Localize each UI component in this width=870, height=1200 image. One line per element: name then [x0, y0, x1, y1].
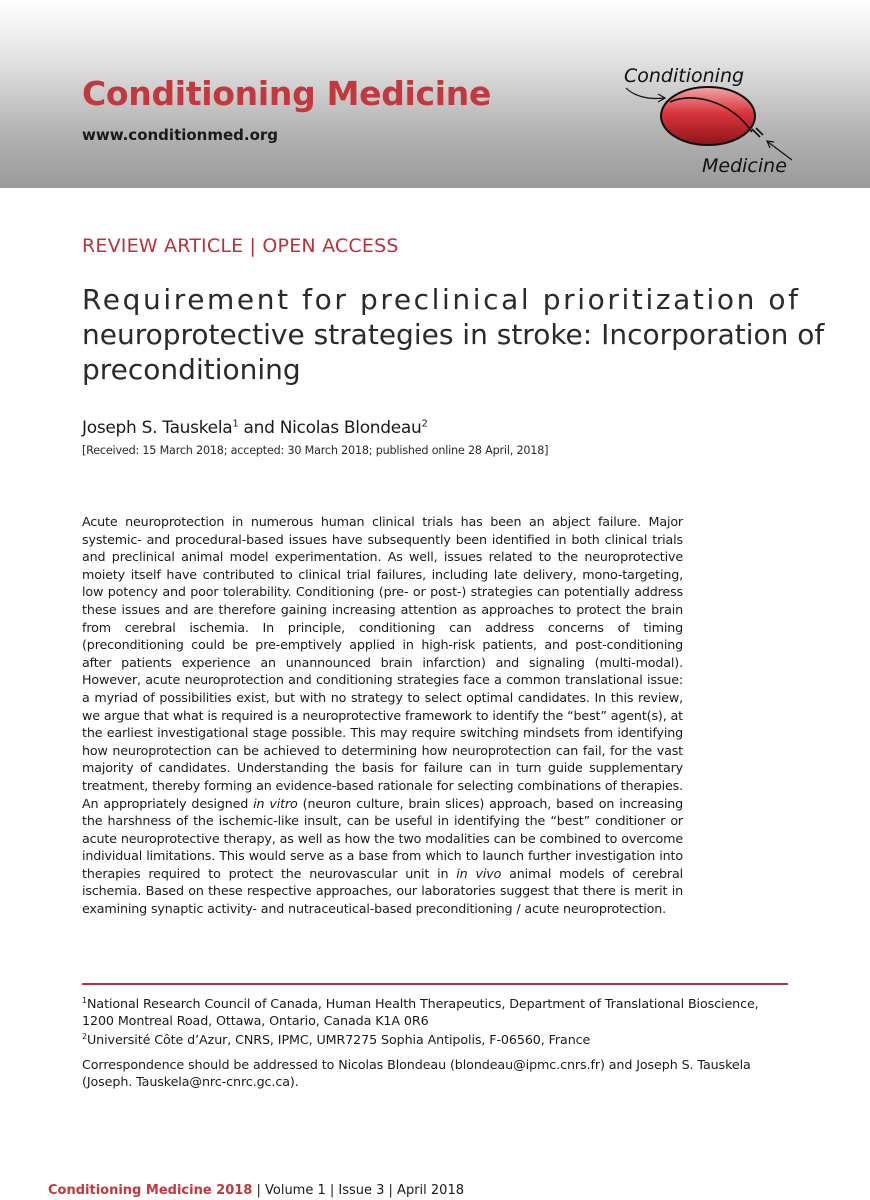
page-footer	[48, 1183, 464, 1198]
footer-journal: Conditioning Medicine 2018	[48, 1183, 253, 1198]
abstract-italic-term: in vitro	[253, 795, 298, 811]
journal-logo	[612, 58, 802, 180]
publication-dates: [Received: 15 March 2018; accepted: 30 March 2018; published online 28 April, 2018]	[82, 444, 549, 457]
journal-title: Conditioning Medicine	[82, 74, 492, 113]
article-title-line-3: preconditioning	[82, 353, 301, 386]
abstract-segment: (neuron culture, brain slices) approach, based on increasing the harshness of the ischemic-like insult, can be useful in identifying the “best” conditioner or acute neuroprotective therapy, as well as how the two modalities can be combined to overcome individual limitations. This would serve as a base from which to launch further investigation into therapies required to protect the neurovascular unit in	[82, 795, 683, 881]
logo-bottom-word: Medicine	[702, 155, 787, 177]
abstract-italic-term: in vivo	[456, 865, 502, 881]
author-name: Nicolas Blondeau	[279, 418, 422, 438]
affiliation-text: National Research Council of Canada, Human Health Therapeutics, Department of Translational Bioscience, 1200 Montreal Road, Ottawa, Ontario, Canada K1A 0R6	[82, 996, 759, 1028]
footer-issue-info: | Volume 1 | Issue 3 | April 2018	[252, 1183, 464, 1198]
footnote-divider	[82, 983, 788, 985]
article-type-label: REVIEW ARTICLE | OPEN ACCESS	[82, 235, 399, 257]
affiliation-item	[82, 993, 792, 1029]
logo-top-word: Conditioning	[624, 65, 745, 87]
affiliation-text: Université Côte d’Azur, CNRS, IPMC, UMR7275 Sophia Antipolis, F-06560, France	[87, 1032, 591, 1048]
correspondence-note: Correspondence should be addressed to Nicolas Blondeau (blondeau@ipmc.cnrs.fr) and Joseph S. Tauskela (Joseph. Tauskela@nrc-cnrc.gc.ca).	[82, 1057, 751, 1089]
affiliation-item	[82, 1029, 792, 1049]
author-affiliation-marker: 1	[232, 418, 239, 430]
abstract-segment: Acute neuroprotection in numerous human clinical trials has been an abject failure. Major systemic- and procedural-based issues have subsequently been identified in both clinical trials and preclinical animal model experimentation. As well, issues related to the neuroprotective moiety itself have contributed to clinical trial failures, including late delivery, mono-targeting, low potency and poor tolerability. Conditioning (pre- or post-) strategies can potentially address these issues and are therefore gaining increasing attention as approaches to protect the brain from cerebral ischemia. In principle, conditioning can address concerns of timing (preconditioning could be pre-emptively applied in high-risk patients, and post-conditioning after patients experience an unannounced brain infarction) and signaling (multi-modal). However, acute neuroprotection and conditioning strategies face a common translational issue: a myriad of possibilities exist, but with no strategy to select optimal candidates. In this review, we argue that what is required is a neuroprotective framework to identify the “best” agent(s), at the earliest investigational stage possible. This may require switching mindsets from identifying how neuroprotection can be achieved to determining how neuroprotection can fail, for the vast majority of candidates. Understanding the basis for failure can in turn guide supplementary treatment, thereby forming an evidence-based rationale for selecting combinations of therapies. An appropriately designed	[82, 514, 683, 811]
author-affiliation-marker: 2	[421, 418, 428, 430]
article-title-line-1: Requirement for preclinical prioritization of	[82, 283, 801, 316]
abstract-text	[82, 513, 683, 918]
journal-header	[0, 0, 870, 188]
author-list	[82, 418, 428, 438]
abstract-segment: animal models of cerebral ischemia. Based on these respective approaches, our laboratories suggest that there is merit in examining synaptic activity- and nutraceutical-based preconditioning / acute neuroprotection.	[82, 865, 683, 917]
affiliation-marker: 2	[82, 1032, 87, 1042]
article-title-line-2: neuroprotective strategies in stroke: Incorporation of	[82, 318, 825, 351]
affiliation-marker: 1	[82, 996, 87, 1005]
affiliations	[82, 993, 792, 1049]
journal-url[interactable]: www.conditionmed.org	[82, 126, 279, 144]
author-name: Joseph S. Tauskela	[82, 418, 233, 438]
author-connector: and	[238, 418, 280, 438]
article-title	[82, 282, 825, 387]
